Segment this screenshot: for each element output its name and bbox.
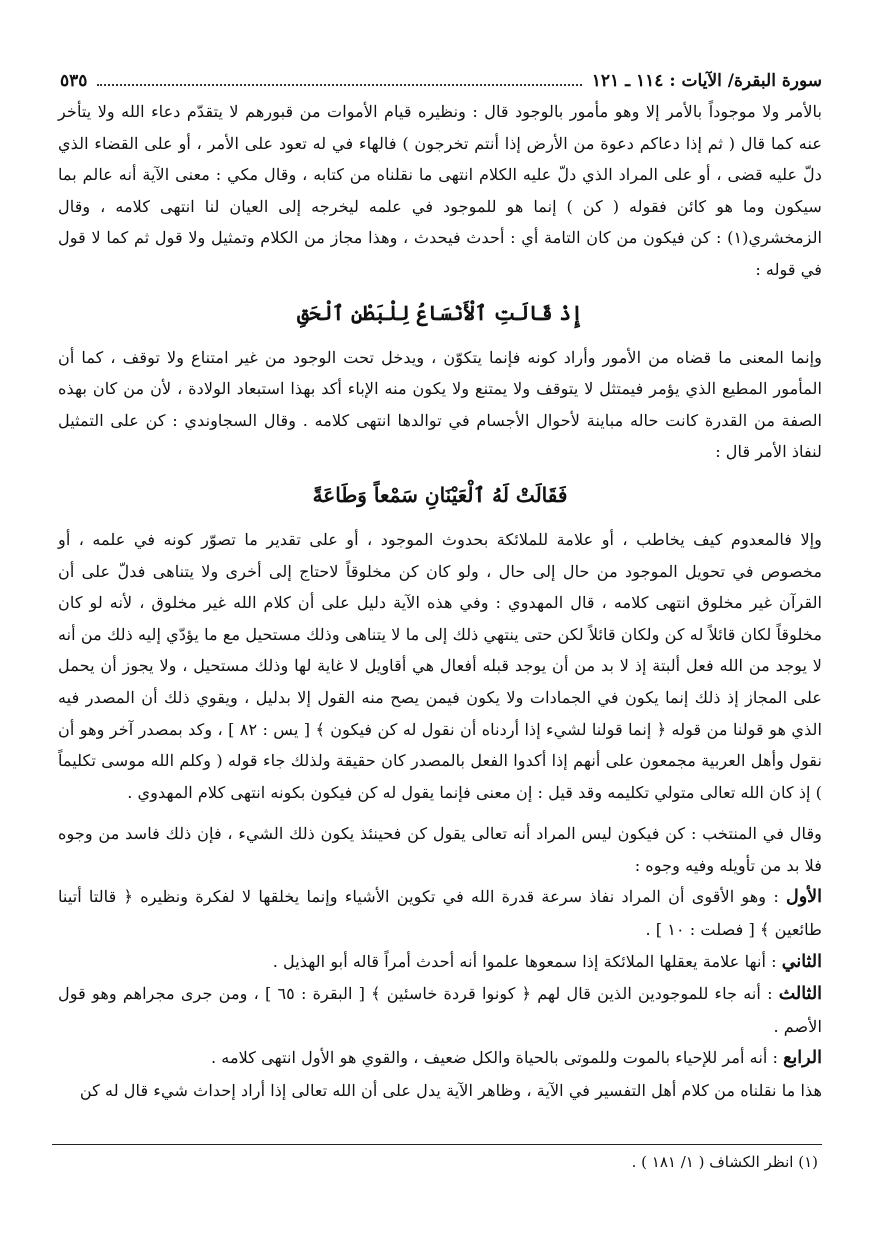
- paragraph-2: وإنما المعنى ما قضاه من الأمور وأراد كونه فإنما يتكوّن ، ويدخل تحت الوجود من غير امتناع ولا توقف ، كما أن المأمور المطيع الذي يؤمر فيمتثل لا يتوقف ولا يمتنع ولا يكون منه الإباء أكد بهذا استبعاد الولادة ، لأن من كان بهذه الصفة من القدرة كانت حاله مباينة لأحوال الأجسام في توالدها انتهى كلامه . وقال السجاوندي : كن على التمثيل لنفاذ الأمر قال :: [58, 347, 822, 462]
- list-item-text: : أنه أمر للإحياء بالموت وللموتى بالحياة والكل ضعيف ، والقوي هو الأول انتهى كلامه .: [210, 1048, 784, 1068]
- page-number: ٥٣٥: [60, 71, 88, 91]
- poetry-verse-1: إِذْ قَالَتِ ٱلْأَنْسَاعُ لِلْبَطْنِ ٱلْحَقِ: [297, 300, 583, 325]
- paragraph-3: وإلا فالمعدوم كيف يخاطب ، أو علامة للملائكة بحدوث الموجود ، أو على تقدير ما تصوّر كونه في علمه ، أو مخصوص في تحويل الموجود من حال إلى حال ، ولو كان كن مخلوقاً لاحتاج إلى أخرى ولا يتناهى فدلّ على أن القرآن غير مخلوق انتهى كلامه ، قال المهدوي : وفي هذه الآية دليل على أن كلام الله غير مخلوق ، لأنه لو كان مخلوقاً لكان قائلاً له كن ولكان قائلاً لكن حتى ينتهي ذلك إلى ما لا يتناهى وذلك مستحيل مع ما يؤدّي إليه ذلك من أنه لا يوجد من الله فعل ألبتة إذ لا بد من أن يوجد قبله أفعال هي أقاويل لا غاية لها وذلك مستحيل ، ولا يجوز أن يحمل على المجاز إذ ذلك إنما يكون في الجمادات ولا يكون فيمن يصح منه القول إلا بدليل ، ويقوي ذلك أن المصدر فيه الذي هو قولنا من قوله ﴿ إنما قولنا لشيء إذا أردناه أن نقول له كن فيكون ﴾ [ يس : ٨٢ ] ، وكد بمصدر آخر وهو أن نقول وأهل العربية مجمعون على أنهم إذا أكدوا الفعل بالمصدر كان حقيقة ولذلك جاء قوله ( وكلم الله موسى تكليماً ) إذ كان الله تعالى متولي تكليمه وقد قيل : إن معنى فإنما يقول له كن فيكون بكونه انتهى كلام المهدوي .: [58, 529, 822, 802]
- paragraph-4: وقال في المنتخب : كن فيكون ليس المراد أنه تعالى يقول كن فحينئذ يكون ذلك الشيء ، فإن ذلك فاسد من وجوه فلا بد من تأويله وفيه وجوه :: [58, 824, 822, 875]
- list-item-label: الرابع: [783, 1048, 822, 1069]
- list-item-text: : أنه جاء للموجودين الذين قال لهم ﴿ كونوا قردة خاسئين ﴾ [ البقرة : ٦٥ ] ، ومن جرى مجراهم وهو قول الأصم .: [58, 984, 822, 1036]
- list-item-label: الثاني: [781, 951, 822, 972]
- paragraph-5: هذا ما نقلناه من كلام أهل التفسير في الآية ، وظاهر الآية يدل على أن الله تعالى إذا أراد إحداث شيء قال له كن: [79, 1081, 822, 1101]
- list-item-text: : وهو الأقوى أن المراد نفاذ سرعة قدرة الله في تكوين الأشياء وإنما يخلقها لا لفكرة ونظيره ﴿ قالتا أتينا طائعين ﴾ [ فصلت : ١٠ ] .: [58, 887, 822, 940]
- list-item-label: الأول: [785, 887, 822, 908]
- footnote: (١) انظر الكشاف ( ١/ ١٨١ ) .: [631, 1153, 818, 1171]
- page-header: [60, 66, 822, 96]
- running-title: سورة البقرة/ الآيات : ١١٤ ـ ١٢١: [591, 71, 822, 91]
- page-body: [58, 96, 822, 1107]
- list-item: [58, 881, 822, 945]
- poetry-verse-2: فَقَالَتْ لَهُ ٱلْعَيْنَانِ سَمْعاً وَطَاعَةً: [312, 482, 568, 507]
- footnote-divider: [52, 1144, 822, 1145]
- list-item-label: الثالث: [778, 984, 823, 1005]
- list-item: [58, 946, 822, 979]
- list-item: [58, 1042, 822, 1075]
- list-item: [58, 978, 822, 1042]
- paragraph-1: بالأمر ولا موجوداً بالأمر إلا وهو مأمور بالوجود قال : ونظيره قيام الأموات من قبورهم لا يتقدّم دعاء الله ولا يتأخر عنه كما قال ( ثم إذا دعاكم دعوة من الأرض إذا أنتم تخرجون ) فالهاء في له تعود على الأمر ، أو على القضاء الذي دلّ عليه قضى ، أو على المراد الذي دلّ عليه الكلام انتهى ما نقلناه من كتابه ، وقال مكي : معنى الآية أنه عالم بما سيكون وما هو كائن فقوله ( كن ) إنما هو للموجود في علمه ليخرجه إلى العيان لنا انتهى كلامه ، وقال الزمخشري(١) : كن فيكون من كان التامة أي : أحدث فيحدث ، وهذا مجاز من الكلام وتمثيل ولا قول ثم كما لا قول في قوله :: [58, 102, 822, 279]
- header-dot-leader: [97, 84, 581, 86]
- list-item-text: : أنها علامة يعقلها الملائكة إذا سمعوها علموا أنه أحدث أمراً قاله أبو الهذيل .: [272, 951, 782, 971]
